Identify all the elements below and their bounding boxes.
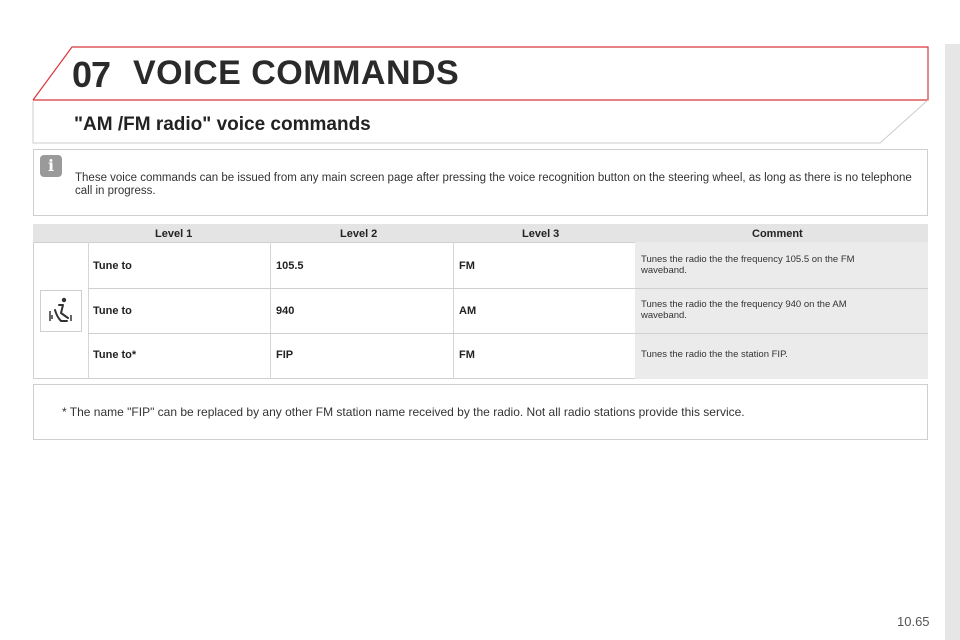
header-level-1: Level 1	[155, 228, 193, 240]
table-cell-level3: FM	[459, 260, 475, 272]
column-divider	[270, 242, 271, 379]
section-title: "AM /FM radio" voice commands	[74, 114, 371, 135]
row-divider	[88, 333, 928, 334]
table-cell-level2: 940	[276, 305, 295, 317]
row-divider	[88, 288, 928, 289]
table-cell-comment: Tunes the radio the the frequency 105.5 on the FM waveband.	[641, 254, 855, 276]
page-number: 10.65	[897, 614, 930, 629]
table-cell-level1: Tune to	[93, 260, 132, 272]
table-cell-comment: Tunes the radio the the frequency 940 on the AM waveband.	[641, 299, 847, 321]
info-icon: i	[40, 155, 62, 177]
chapter-title: VOICE COMMANDS	[133, 54, 460, 92]
table-cell-level1: Tune to	[93, 305, 132, 317]
column-divider	[88, 242, 89, 379]
table-cell-level2: 105.5	[276, 260, 304, 272]
table-cell-level2: FIP	[276, 349, 294, 361]
header-level-2: Level 2	[340, 228, 378, 240]
side-bar	[945, 44, 960, 640]
chapter-number: 07	[72, 54, 111, 95]
table-cell-level3: FM	[459, 349, 475, 361]
column-divider	[453, 242, 454, 379]
header-comment: Comment	[752, 228, 803, 240]
table-cell-level1: Tune to*	[93, 349, 137, 361]
table-cell-level3: AM	[459, 305, 477, 317]
voice-command-icon	[40, 290, 82, 332]
header-level-3: Level 3	[522, 228, 560, 240]
table-cell-comment: Tunes the radio the the station FIP.	[641, 349, 788, 360]
info-text: These voice commands can be issued from any main screen page after pressing the voice recognition button on the steering wheel, as long as there is no telephone call in progress.	[75, 172, 912, 197]
footnote-text: * The name "FIP" can be replaced by any other FM station name received by the radio. Not all radio stations provide this service.	[62, 405, 745, 419]
